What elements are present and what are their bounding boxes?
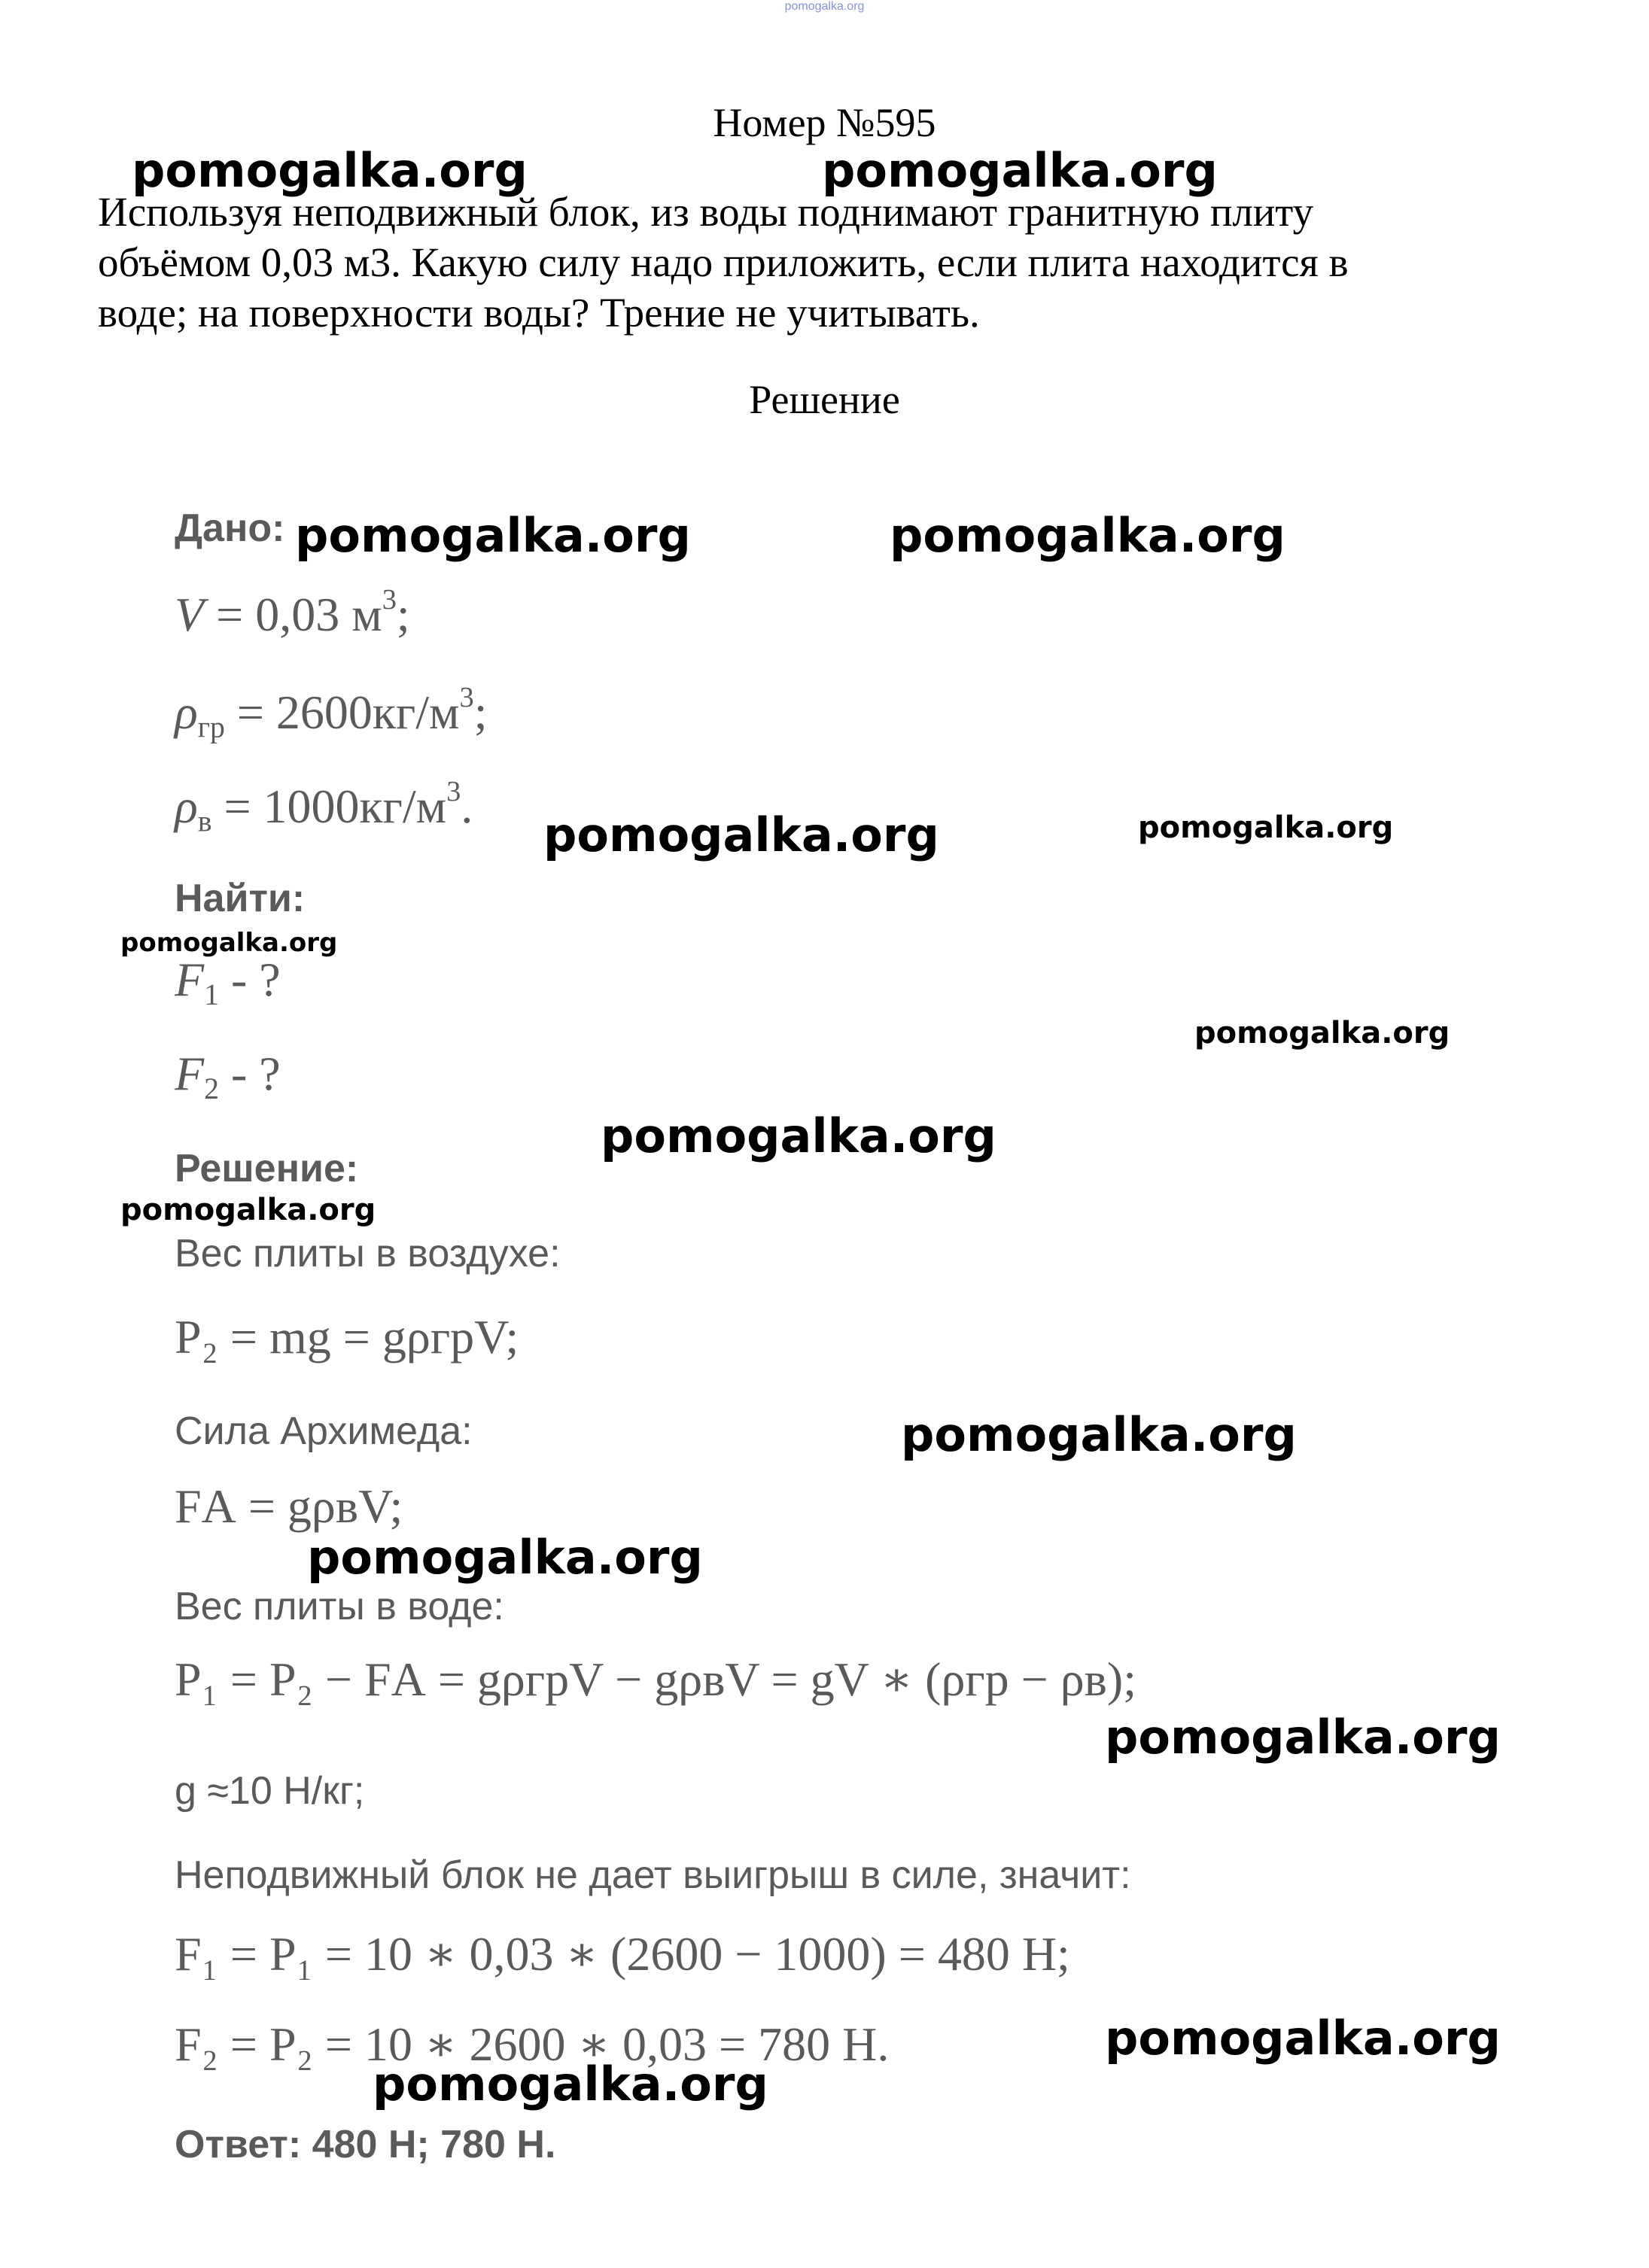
problem-statement (98, 187, 1565, 338)
watermark: pomogalka.org (890, 508, 1285, 563)
watermark: pomogalka.org (1105, 2011, 1501, 2066)
air-weight-label: Вес плиты в воздухе: (175, 1232, 561, 1275)
equation-p1: P₁ = P₂ − FА = gρгрV − gρвV = gV ∗ (ρгр − ρв); (175, 1652, 1136, 1706)
watermark: pomogalka.org (1194, 1016, 1450, 1050)
block-note: Неподвижный блок не дает выигрыш в силе, значит: (175, 1853, 1131, 1897)
watermark: pomogalka.org (901, 1407, 1297, 1462)
top-watermark: pomogalka.org (784, 0, 865, 13)
given-water-density: $\rho_в = 1000кг/м^3$. (175, 776, 473, 838)
find-f1: $F_1$ - ? (175, 953, 281, 1011)
watermark: pomogalka.org (295, 508, 691, 563)
problem-line: объёмом 0,03 м3. Какую силу надо приложить, если плита находится в (98, 239, 1349, 285)
page-title: Номер №595 (713, 100, 936, 145)
water-weight-label: Вес плиты в воде: (175, 1585, 504, 1628)
watermark: pomogalka.org (1105, 1710, 1501, 1765)
watermark: pomogalka.org (822, 143, 1218, 198)
watermark: pomogalka.org (1138, 810, 1394, 845)
problem-line: Используя неподвижный блок, из воды поднимают гранитную плиту (98, 189, 1314, 235)
equation-fa: FА = gρвV; (175, 1479, 403, 1533)
watermark: pomogalka.org (132, 143, 528, 198)
find-f2: $F_2$ - ? (175, 1047, 281, 1105)
solution-heading: Решение (749, 377, 900, 422)
watermark: pomogalka.org (120, 1193, 376, 1227)
watermark: pomogalka.org (307, 1530, 703, 1585)
solution-label: Решение: (175, 1147, 359, 1190)
watermark: pomogalka.org (543, 807, 939, 862)
given-volume: V = 0,03 $м^3$; (175, 584, 410, 641)
equation-f2: F₂ = P₂ = 10 ∗ 2600 ∗ 0,03 = 780 Н. (175, 2017, 890, 2071)
problem-line: воде; на поверхности воды? Трение не учитывать. (98, 290, 980, 336)
given-label: Дано: (175, 506, 285, 550)
g-value: g ≈10 Н/кг; (175, 1769, 365, 1813)
find-label: Найти: (175, 877, 306, 920)
archimedes-label: Сила Архимеда: (175, 1409, 473, 1453)
equation-p2: P₂ = mg = gρгрV; (175, 1310, 519, 1364)
answer: Ответ: 480 Н; 780 Н. (175, 2123, 556, 2166)
equation-f1: F₁ = P₁ = 10 ∗ 0,03 ∗ (2600 − 1000) = 480 Н; (175, 1927, 1070, 1981)
watermark: pomogalka.org (601, 1108, 996, 1163)
given-granite-density: $\rho_{гр} = 2600кг/м^3$; (175, 682, 488, 744)
watermark: pomogalka.org (373, 2057, 768, 2111)
watermark: pomogalka.org (120, 928, 338, 958)
